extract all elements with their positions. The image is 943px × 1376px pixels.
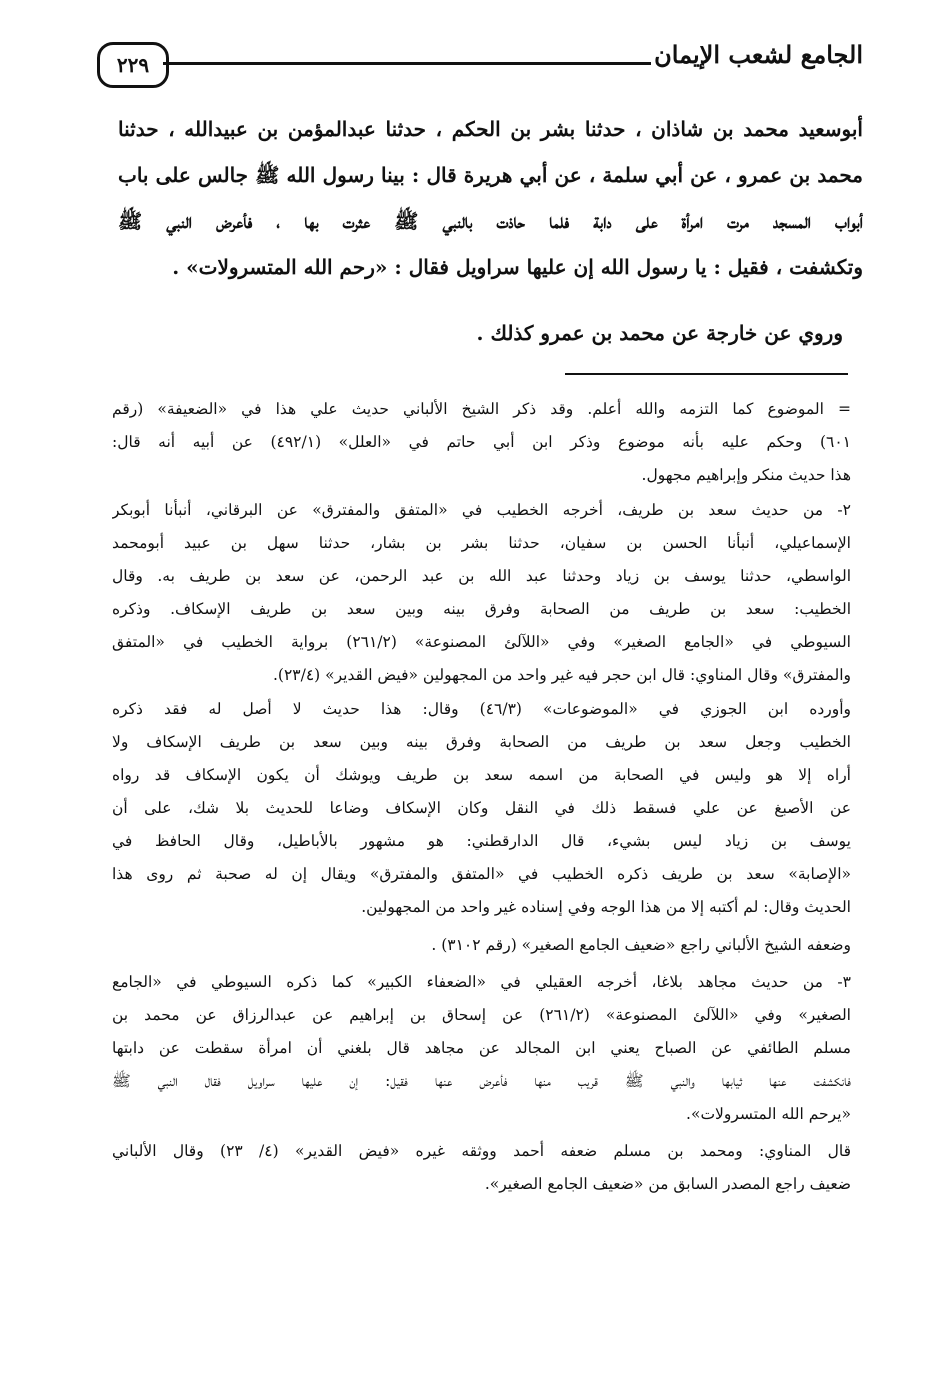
text-line: محمد بن عمرو ، عن أبي سلمة ، عن أبي هريرة قال : بينا رسول الله ﷺ جالس على باب	[118, 163, 863, 187]
footnote-line: وضعفه الشيخ الألباني راجع «ضعيف الجامع الصغير» (رقم ٣١٠٢) .	[431, 936, 851, 954]
footnote-line: والمفترق» وقال المناوي: قال ابن حجر فيه غير واحد من المجهولين «فيض القدير» (٢٣/٤).	[272, 666, 851, 684]
footnote-line: «الإصابة» سعد بن طريف ذكره الخطيب في «المتفق والمفترق» ويقال إن له صحبة ثم روى هذا	[112, 865, 851, 883]
text-line: أبوسعيد محمد بن شاذان ، حدثنا بشر بن الحكم ، حدثنا عبدالمؤمن بن عبيدالله ، حدثنا	[118, 117, 863, 141]
footnote-line: وأورده ابن الجوزي في «الموضوعات» (٤٦/٣) وقال: هذا حديث لا أصل له فقد ذكره	[112, 700, 851, 718]
footnote-line: ضعيف راجع المصدر السابق من «ضعيف الجامع الصغير».	[484, 1175, 851, 1193]
footnote-line: الخطيب وجعل سعد بن طريف من الصحابة وفرق بينه وبين سعد بن طريف الإسكاف ولا	[112, 733, 851, 751]
page-number: ٢٢٩	[97, 42, 169, 88]
footnote-line: عن الأصبغ عن علي فسقط ذلك في النقل وكان الإسكاف وضاعا للحديث بلا شك، على أن	[112, 799, 851, 817]
text-line: وروي عن خارجة عن محمد بن عمرو كذلك .	[476, 321, 843, 345]
footnote-line: مسلم الطائفي عن الصباح يعني ابن المجالد عن مجاهد قال بلغني أن امرأة سقطت عن دابتها	[112, 1039, 851, 1057]
footnote-line: هذا حديث منكر وإبراهيم مجهول.	[641, 466, 851, 484]
book-title: الجامع لشعب الإيمان	[654, 40, 863, 69]
footnote-line: «يرحم الله المتسرولات».	[686, 1105, 851, 1123]
footnote-line: فانكشفت عنها ثيابها والنبي ﷺ قريب منها فأعرض عنها فقيل: إن عليها سراويل فقال النبي ﷺ	[112, 1072, 851, 1090]
footnote-divider	[565, 373, 848, 375]
footnote-line: قال المناوي: ومحمد بن مسلم ضعفه أحمد ووثقه غيره «فيض القدير» (٤/ ٢٣) وقال الألباني	[112, 1142, 851, 1160]
footnote-line: السيوطي في «الجامع الصغير» وفي «اللآلئ المصنوعة» (٢٦١/٢) برواية الخطيب في «المتفق	[112, 633, 851, 651]
header-rule	[163, 62, 651, 65]
footnote-line: ٢- من حديث سعد بن طريف، أخرجه الخطيب في «المتفق والمفترق» عن البرقاني، أنبأنا أبوبكر	[112, 501, 851, 519]
footnote-line: الحديث وقال: لم أكتبه إلا من هذا الوجه وفي إسناده غير واحد من المجهولين.	[361, 898, 851, 916]
text-line: وتكشفت ، فقيل : يا رسول الله إن عليها سراويل فقال : «رحم الله المتسرولات» .	[172, 255, 863, 279]
text-line: أبواب المسجد مرت امرأة على دابة فلما حاذت بالنبي ﷺ عثرت بها ، فأعرض النبي ﷺ	[118, 209, 863, 233]
footnote-line: = الموضوع كما التزمه والله أعلم. وقد ذكر الشيخ الألباني حديث علي هذا في «الضعيفة» (رقم	[112, 400, 851, 418]
footnote-line: يوسف بن زياد ليس بشيء، قال الدارقطني: هو مشهور بالأباطيل، وقال الحافظ في	[112, 832, 851, 850]
footnote-line: ٦٠١) وحكم عليه بأنه موضوع وذكر ابن أبي حاتم في «العلل» (٤٩٢/١) عن أبيه أنه قال:	[112, 433, 851, 451]
footnote-line: الإسماعيلي، أنبأنا الحسن بن سفيان، حدثنا بشر بن بشار، حدثنا سهل بن عبيد أبومحمد	[112, 534, 851, 552]
footnote-line: الواسطي، حدثنا يوسف بن زياد وحدثنا عبد الله بن عبد الرحمن، عن سعد بن طريف به. وقال	[112, 567, 851, 585]
footnote-line: ٣- من حديث مجاهد بلاغا، أخرجه العقيلي في «الضعفاء الكبير» كما ذكره السيوطي في «الجامع	[112, 973, 851, 991]
footnote-line: الخطيب: سعد بن طريف من الصحابة وفرق بينه وبين سعد بن طريف الإسكاف. وذكره	[112, 600, 851, 618]
footnote-line: الصغير» وفي «اللآلئ المصنوعة» (٢٦١/٢) عن إسحاق بن إبراهيم عن عبدالرزاق عن محمد بن	[112, 1006, 851, 1024]
footnote-line: أراه إلا هو وليس في الصحابة من اسمه سعد بن طريف ويوشك أن يكون الإسكاف قد رواه	[112, 766, 851, 784]
